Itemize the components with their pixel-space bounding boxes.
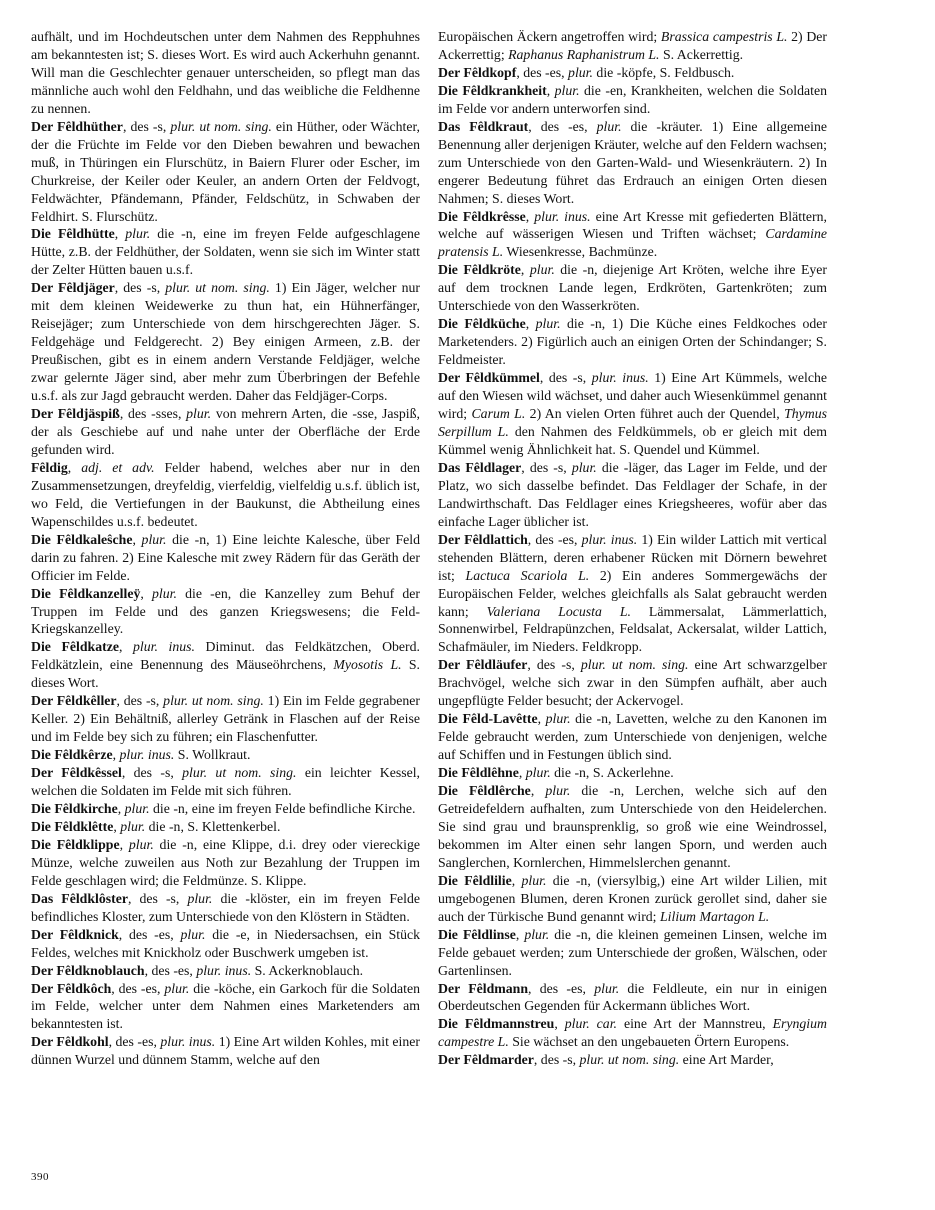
entry-headword: Die Fêldkaleŝche (31, 531, 133, 547)
entry-text: eine Art schwarzgelber Brachvögel, welche sich zwar in den Sümpfen aufhält, aber auch ungepflügte Felder besucht; der Ackervogel. (438, 657, 827, 709)
dictionary-entry (31, 405, 420, 459)
entry-italic-text: plur. ut nom. sing. (170, 118, 272, 134)
dictionary-entry (438, 118, 827, 208)
dictionary-entry (31, 962, 420, 980)
entry-text: , des -es, (108, 1034, 161, 1050)
entry-italic-text: plur. car. (564, 1016, 617, 1032)
entry-italic-text: plur. (571, 459, 597, 475)
entry-headword: Die Fêldkêrze (31, 747, 113, 763)
entry-headword: Der Fêldkopf (438, 64, 517, 80)
entry-headword: Die Fêldlêhne (438, 765, 519, 781)
entry-italic-text: plur. inus. (160, 1034, 216, 1050)
entry-text: die -en, Krankheiten, welchen die Soldaten im Felde vor andern unterworfen sind. (438, 82, 828, 116)
dictionary-entry (438, 459, 827, 531)
dictionary-entry (31, 746, 420, 764)
entry-text: , des -s, (539, 370, 592, 386)
entry-headword: Die Fêldkatze (31, 639, 119, 655)
entry-italic-text: plur. (164, 980, 190, 996)
entry-headword: Die Fêldkröte (438, 262, 521, 278)
entry-italic-text: plur. (186, 406, 212, 422)
entry-text: , (515, 926, 525, 942)
entry-italic-text: plur. inus. (196, 962, 252, 978)
entry-text: die -n, S. Klettenkerbel. (145, 818, 281, 834)
entry-italic-text: Cardamine pratensis L. (438, 226, 827, 260)
entry-text: , des -es, (111, 980, 165, 996)
dictionary-entry (438, 782, 827, 872)
left-column (31, 28, 420, 1069)
entry-italic-text: Lactuca Scariola L. (465, 567, 590, 583)
dictionary-entry (31, 531, 420, 585)
entry-text: die -n, Lerchen, welche sich auf den Getreidefeldern aufhalten, zum Unterschiede von den Heidelerchen. Sie sind grau und braunsprenklig, so groß wie eine Weindrossel, bekommen im Alter einen sehr langen Sporn, und werden auch Sanglerchen, Kornlerchen, Himmelslerchen genannt. (438, 783, 828, 870)
dictionary-entry (31, 28, 420, 118)
dictionary-entry (31, 818, 420, 836)
entry-text: S. Ackerrettig. (659, 46, 744, 62)
entry-italic-text: Eryngium campestre L. (438, 1016, 827, 1050)
dictionary-entry (31, 279, 420, 405)
entry-italic-text: Raphanus Raphanistrum L. (508, 46, 660, 62)
dictionary-entry (31, 118, 420, 226)
dictionary-entry (438, 261, 827, 315)
entry-headword: Das Fêldlager (438, 459, 522, 475)
entry-italic-text: plur. ut nom. sing. (163, 693, 264, 709)
entry-text: , des -s, (527, 657, 581, 673)
entry-text: , des -es, (527, 531, 582, 547)
entry-italic-text: adj. et adv. (81, 459, 155, 475)
entry-headword: Der Fêldkümmel (438, 370, 540, 386)
entry-text: , (140, 585, 152, 601)
entry-italic-text: plur. (535, 316, 561, 332)
entry-headword: Der Fêldhüther (31, 118, 123, 134)
entry-italic-text: plur. (529, 262, 555, 278)
entry-text: die -n, (viersylbig,) eine Art wilder Lilien, mit umgebogenen Blumen, deren Kronen zurück gerollet sind, daher sie auch der Türkische Bund genannt wird; (438, 872, 827, 924)
entry-headword: Die Fêldkirche (31, 800, 118, 816)
dictionary-entry (438, 764, 827, 782)
entry-text: , (525, 208, 535, 224)
dictionary-entry (438, 1051, 827, 1069)
dictionary-entry (438, 82, 827, 118)
entry-italic-text: plur. (594, 980, 620, 996)
dictionary-entry (31, 800, 420, 818)
entry-italic-text: plur. (141, 531, 167, 547)
entry-text: , des -es, (528, 118, 597, 134)
page-number: 390 (31, 1171, 49, 1183)
entry-italic-text: plur. (120, 818, 146, 834)
entry-text: den Nahmen des Feldkümmels, ob er gleich mit dem Kümmel wenig Ähnlichkeit hat. S. Quendel und Kümmel. (438, 423, 827, 457)
entry-text: die -e, in Niedersachsen, ein Stück Feldes, welches mit Knickholz oder Buschwerk umgeben ist. (31, 926, 421, 960)
entry-italic-text: plur. (545, 783, 571, 799)
entry-italic-text: plur. inus. (133, 639, 195, 655)
dictionary-entry (438, 315, 827, 369)
dictionary-entry (31, 585, 420, 639)
entry-text: , des -es, (144, 962, 197, 978)
entry-italic-text: plur. (521, 872, 547, 888)
entry-headword: Das Fêldklôster (31, 890, 128, 906)
entry-text: , (546, 82, 555, 98)
entry-text: Europäischen Äckern angetroffen wird; (438, 29, 661, 44)
entry-headword: Der Fêldmarder (438, 1052, 534, 1068)
entry-headword: Der Fêldjäspiß (31, 406, 120, 422)
entry-text: , des -s, (114, 280, 166, 296)
entry-text: eine Art der Mannstreu, (617, 1016, 773, 1032)
entry-italic-text: plur. inus. (119, 747, 175, 763)
entry-italic-text: plur. (568, 64, 593, 80)
entry-text: die -en, die Kanzelley zum Behuf der Truppen im Felde und des ganzen Kriegswesens; die Feld-Kriegskanzelley. (31, 585, 421, 637)
entry-text: , des -es, (516, 64, 569, 80)
entry-italic-text: plur. inus. (534, 208, 591, 224)
entry-italic-text: plur. inus. (581, 531, 638, 547)
entry-text: Lämmersalat, Lämmerlattich, Sonnenwirbel, Feldrapünzchen, Feldsalat, Ackersalat, wilder Lattich, Schafmäuler, im Nieders. Feldkropp. (438, 603, 828, 655)
entry-italic-text: Brassica campestris L. (660, 29, 788, 44)
entry-text: 1) Ein Jäger, welcher nur mit dem kleinen Weidewerke zu thun hat, ein Hühnerfänger, Reisejäger; zum Unterschiede von dem hirschgerechten Jäger. S. Feldgehäge und Feldgerecht. 2) Bey einigen Armeen, z.B. der Preußischen, gibt es in einem andern Verstande Feldjäger, welche zwar gelernte Jäger sind, aber mehr zum Überbringen der Befehle u.s.f. als zur Jagd gebraucht werden. Daher das Feldjäger-Corps. (31, 280, 420, 404)
entry-italic-text: plur. ut nom. sing. (580, 657, 689, 673)
entry-text: , (117, 800, 125, 816)
entry-italic-text: plur. (525, 765, 551, 781)
dictionary-entry (31, 459, 420, 531)
entry-text: , (113, 818, 121, 834)
entry-text: , (518, 765, 526, 781)
entry-italic-text: Myosotis L. (333, 657, 402, 673)
entry-text: 1) Ein im Felde gegrabener Keller. 2) Ein Behältniß, allerley Getränk in Flaschen auf der Reise und im Felde bey sich zu führen; ein Flaschenfutter. (31, 693, 420, 745)
entry-headword: Der Fêldkohl (31, 1034, 109, 1050)
entry-text: , (525, 316, 536, 332)
entry-italic-text: plur. ut nom. sing. (579, 1052, 680, 1068)
entry-text: , des -s, (122, 118, 171, 134)
entry-headword: Der Fêldkêller (31, 693, 117, 709)
entry-headword: Der Fêldlattich (438, 531, 528, 547)
entry-text: die -köche, ein Garkoch für die Soldaten im Felde, welcher unter dem Nahmen eines Marketenders am bekanntesten ist. (31, 980, 420, 1032)
dictionary-entry (31, 926, 420, 962)
entry-text: die Feldleute, ein nur in einigen Oberdeutschen Gegenden für Ackermann übliches Wort. (438, 980, 827, 1014)
entry-italic-text: plur. inus. (591, 370, 649, 386)
dictionary-entry (438, 531, 827, 657)
entry-italic-text: plur. (554, 82, 580, 98)
entry-text: eine Art Marder, (679, 1052, 774, 1068)
entry-text: , (537, 711, 546, 727)
entry-text: die -kräuter. 1) Eine allgemeine Benennung aller derjenigen Kräuter, welche auf den Feldern wachsen; zum Unterschiede von den Garten-Wald- und Wiesenkräutern. 2) In engerer Bedeutung führet das Erdrauch an einigen Orten diesen Nahmen; S. dieses Wort. (438, 118, 827, 206)
entry-italic-text: plur. (524, 926, 550, 942)
entry-italic-text: plur. (187, 890, 213, 906)
entry-italic-text: Carum L. (471, 406, 526, 422)
entry-headword: Der Fêldmann (438, 980, 529, 996)
dictionary-entry (31, 638, 420, 692)
entry-italic-text: plur. (124, 800, 150, 816)
entry-headword: Der Fêldknoblauch (31, 962, 145, 978)
entry-text: 2) Ein anderes Sommergewächs der Europäischen Felder, welches gleichfalls als Salat gebraucht werden kann; (438, 567, 827, 619)
entry-headword: Der Fêldläufer (438, 657, 528, 673)
dictionary-entry (31, 1033, 420, 1069)
entry-text: 1) Eine Art Kümmels, welche auf den Wiesen wild wächset, und daher auch Wiesenkümmel genannt wird; (438, 370, 827, 422)
dictionary-entry (438, 710, 827, 764)
dictionary-entry (438, 926, 827, 980)
entry-headword: Die Fêldmannstreu (438, 1016, 555, 1032)
dictionary-entry (438, 1015, 827, 1051)
entry-text: die -n, Lavetten, welche zu den Kanonen im Felde gebraucht werden, zum Unterschiede von denjenigen, welche auf Schiffen und in Festungen üblich sind. (438, 711, 828, 763)
entry-text: , (67, 459, 82, 475)
entry-italic-text: plur. (125, 226, 151, 242)
entry-headword: Das Fêldkraut (438, 118, 529, 134)
entry-text: , des -s, (116, 693, 164, 709)
entry-text: die -n, 1) Die Küche eines Feldkoches oder Marketenders. 2) Figürlich auch an einigen Orten der Schindanger; S. Feldmeister. (438, 316, 827, 368)
entry-text: aufhält, und im Hochdeutschen unter dem Nahmen des Repphuhnes am bekanntesten ist; S. dieses Wort. Es wird auch Ackerhuhn genannt. Will man die Geschlechter genauer unterscheiden, so pflegt man das männliche auch wohl den Feldhahn, und das weibliche die Feldhenne zu nennen. (31, 29, 420, 116)
entry-text: , (554, 1016, 565, 1032)
entry-text: ein leichter Kessel, welchen die Soldaten im Felde mit sich führen. (31, 765, 420, 799)
dictionary-entry (438, 28, 827, 64)
entry-italic-text: plur. ut nom. sing. (165, 280, 270, 296)
entry-headword: Die Fêldkrankheit (438, 82, 547, 98)
entry-text: , (118, 639, 133, 655)
entry-italic-text: plur. (545, 711, 571, 727)
entry-headword: Die Fêldlinse (438, 926, 516, 942)
entry-italic-text: plur. (596, 118, 622, 134)
entry-text: , (520, 262, 530, 278)
entry-text: , des -s, (127, 890, 188, 906)
entry-text: , des -s, (533, 1052, 580, 1068)
entry-headword: Fêldig (31, 459, 68, 475)
dictionary-entry (31, 692, 420, 746)
entry-text: die -n, eine im freyen Felde befindliche Kirche. (149, 800, 416, 816)
entry-text: 1) Eine Art wilden Kohles, mit einer dünnen Wurzel und dünnem Stamm, welche auf den (31, 1034, 420, 1068)
entry-headword: Der Fêldkôch (31, 980, 112, 996)
entry-headword: Der Fêldkêssel (31, 765, 122, 781)
entry-text: 1) Ein wilder Lattich mit vertical stehenden Blättern, deren erhabener Rücken mit Dörnern bewehret ist; (438, 531, 827, 583)
entry-italic-text: Thymus Serpillum L. (438, 406, 827, 439)
entry-headword: Der Fêldjäger (31, 280, 115, 296)
entry-text: die -n, eine Klippe, d.i. drey oder viereckige Münze, welche zuweilen aus Noth zur Bezahlung der Truppen im Felde geschlagen wird; die Feldmünze. S. Klippe. (31, 836, 420, 888)
entry-text: , des -es, (118, 926, 181, 942)
dictionary-entry (31, 225, 420, 279)
dictionary-entry (31, 980, 420, 1034)
dictionary-entry (438, 369, 827, 459)
entry-text: S. Wollkraut. (174, 747, 251, 763)
entry-text: S. Ackerknoblauch. (251, 962, 364, 978)
entry-text: , des -es, (528, 980, 595, 996)
entry-text: 2) An vielen Orten führet auch der Quendel, (525, 406, 785, 422)
dictionary-entry (31, 890, 420, 926)
entry-text: , (132, 531, 142, 547)
entry-text: Felder habend, welches aber nur in den Zusammensetzungen, dreyfeldig, vierfeldig, vielfeldig u.s.f. üblich ist, wo Feld, die Vertiefungen in der Baukunst, die Abtheilung eines Wapenschildes u.s.f. bedeutet. (31, 459, 421, 529)
entry-text: , des -sses, (119, 406, 187, 422)
entry-text: die -köpfe, S. Feldbusch. (592, 64, 735, 80)
entry-text: , (114, 226, 126, 242)
entry-headword: Die Fêldküche (438, 316, 526, 332)
entry-text: die -n, die kleinen gemeinen Linsen, welche im Felde gebauet werden; zum Unterschiede der großen, Wälschen, oder Gartenlinsen. (438, 926, 827, 978)
entry-text: die -läger, das Lager im Felde, und der Platz, wo sich dasselbe befindet. Das Feldlager der Schafe, in der Landwirthschaft. Das Feldlager eines Kriegsheeres, wofür aber das einfache Lager üblicher ist. (438, 459, 827, 529)
entry-text: die -n, S. Ackerlehne. (550, 765, 674, 781)
entry-text: S. dieses Wort. (31, 657, 421, 691)
right-column (438, 28, 827, 1069)
dictionary-entry (438, 980, 827, 1016)
entry-italic-text: Valeriana Locusta L. (486, 603, 631, 619)
entry-headword: Die Fêldklêtte (31, 818, 114, 834)
entry-text: die -n, diejenige Art Kröten, welche ihre Eyer auf dem trocknen Lande legen, Erdkröten, Gartenkröten; zum Unterschiede von den Wasserkröten. (438, 262, 827, 314)
entry-text: , (119, 836, 129, 852)
entry-text: die -n, 1) Eine leichte Kalesche, über Feld darin zu fahren. 2) Eine Kalesche mit zwey Rädern für das Geräth der Officier im Felde. (31, 531, 420, 583)
entry-text: Diminut. das Feldkätzchen, Oberd. Feldkätzlein, eine Benennung des Mäuseöhrchens, (31, 639, 421, 673)
entry-headword: Die Fêld-Lavêtte (438, 711, 538, 727)
entry-text: , (112, 747, 120, 763)
entry-text: ein Hüther, oder Wächter, der die Früchte im Felde vor den Dieben bewahren und bewachen muß, in Thüringen ein Flurschütz, in Baiern Flurer oder Escher, im Churkreise, der Keiler oder Keuler, an andern Orten der Feldvogt, Feldwächter, Pfändemann, Pfänder, Feldschütz, in Schwaben der Feldhirt. S. Flurschütz. (31, 118, 420, 224)
entry-text: , des -s, (121, 765, 183, 781)
entry-text: Wiesenkresse, Bachmünze. (503, 244, 658, 260)
dictionary-entry (31, 836, 420, 890)
entry-text: die -n, eine im freyen Felde aufgeschlagene Hütte, z.B. der Feldhüther, der Soldaten, wenn sie sich im Winter statt der Zelter Hütten bauen u.s.f. (31, 226, 420, 278)
dictionary-entry (438, 208, 827, 262)
entry-italic-text: plur. ut nom. sing. (182, 765, 297, 781)
dictionary-entry (438, 872, 827, 926)
entry-text: eine Art Kresse mit gefiederten Blättern, welche auf wässerigen Wiesen und Triften wächset; (438, 208, 828, 242)
entry-headword: Die Fêldkrêsse (438, 208, 526, 224)
entry-headword: Der Fêldknick (31, 926, 119, 942)
entry-italic-text: plur. (180, 926, 206, 942)
entry-italic-text: plur. (128, 836, 154, 852)
entry-text: die -klöster, ein im freyen Felde befindliches Kloster, zum Unterschiede von den Klöstern in Städten. (31, 890, 420, 924)
entry-text: , (530, 783, 546, 799)
entry-italic-text: plur. (152, 585, 177, 601)
entry-text: von mehrern Arten, die -sse, Jaspiß, der als Geschiebe auf und nahe unter der Oberfläche der Erde gefunden wird. (31, 406, 420, 457)
entry-text: , des -s, (521, 459, 572, 475)
entry-headword: Die Fêldkanzelleÿ (31, 585, 141, 601)
entry-text: Sie wächset an den ungebaueten Örtern Europens. (508, 1034, 790, 1050)
entry-text: , (511, 872, 522, 888)
entry-italic-text: Lilium Martagon L. (659, 908, 770, 924)
entry-headword: Die Fêldhütte (31, 226, 115, 242)
dictionary-entry (31, 764, 420, 800)
entry-text: 2) Der Ackerrettig; (438, 29, 827, 62)
dictionary-entry (438, 64, 827, 82)
entry-headword: Die Fêldlilie (438, 872, 512, 888)
entry-headword: Die Fêldklippe (31, 836, 120, 852)
dictionary-entry (438, 656, 827, 710)
entry-headword: Die Fêldlêrche (438, 783, 531, 799)
